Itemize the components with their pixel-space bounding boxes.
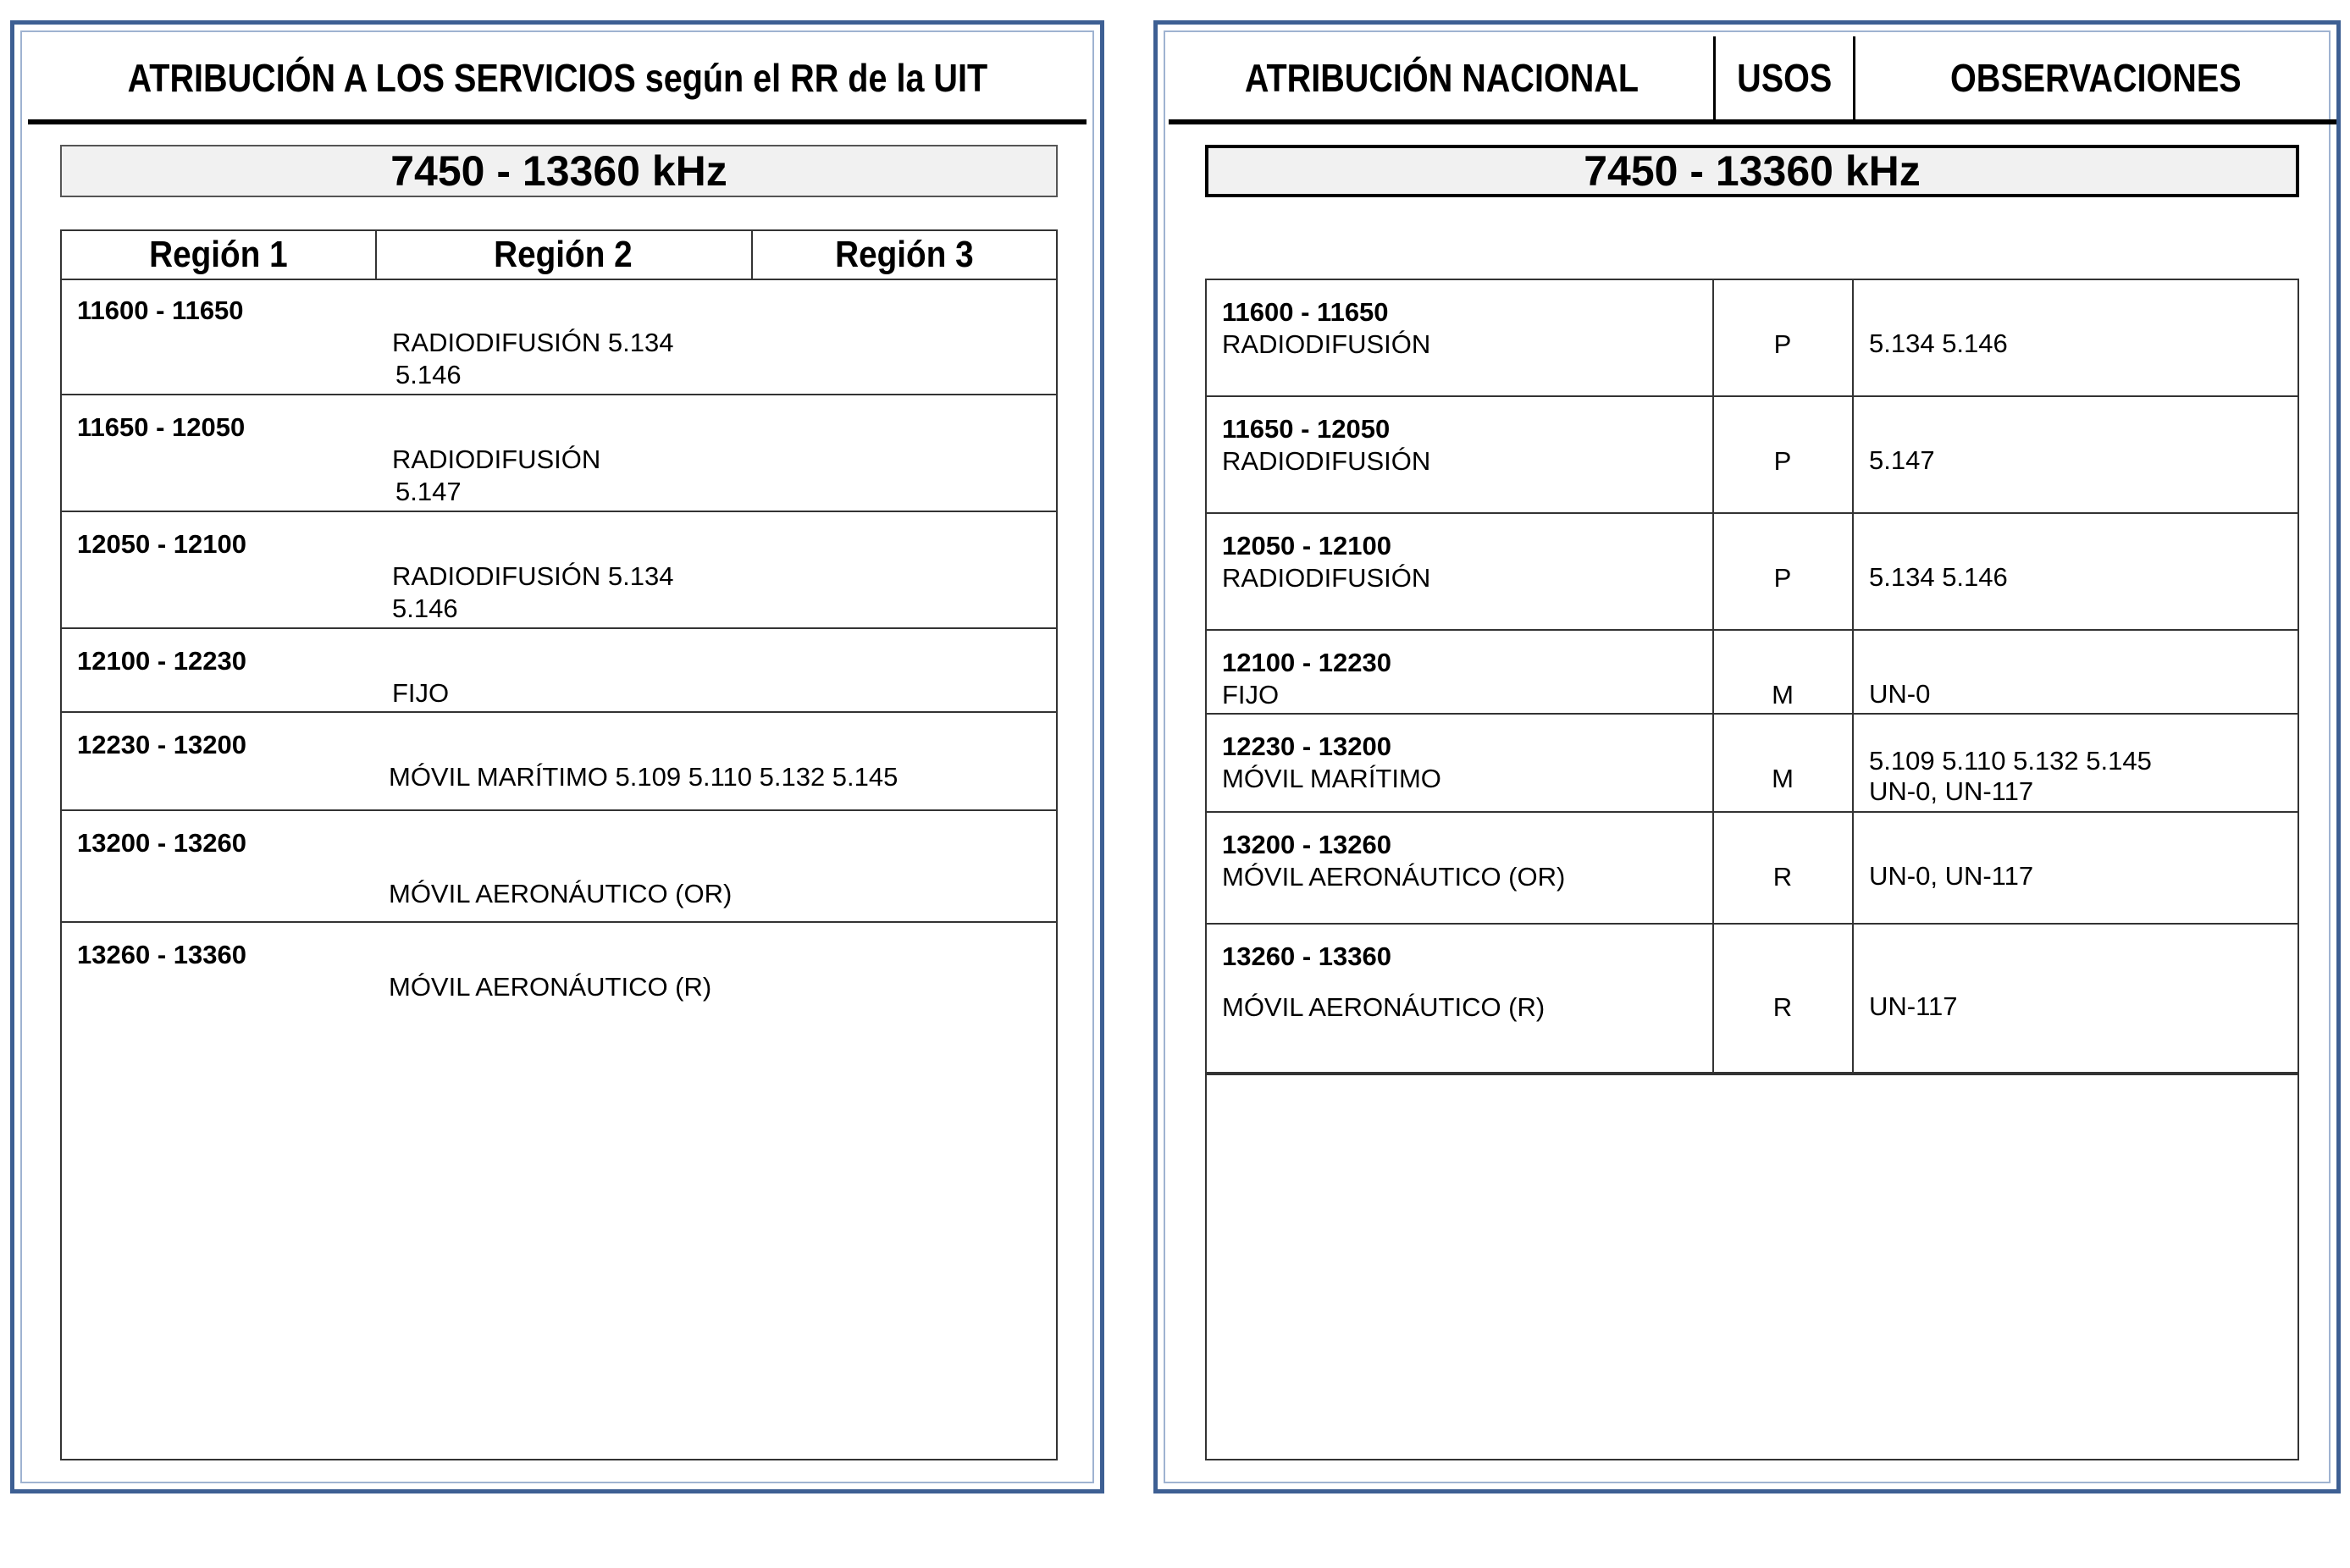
observation: UN-0, UN-117 [1869, 861, 2034, 891]
observation: UN-0 [1869, 679, 1931, 709]
usage-code: M [1772, 680, 1794, 709]
band-range: 13260 - 13360 [77, 940, 246, 969]
region-3-header: Región 3 [835, 234, 974, 275]
usage-code: M [1772, 764, 1794, 793]
band-range: 12230 - 13200 [1222, 732, 1391, 761]
national-header-title: ATRIBUCIÓN NACIONAL [1244, 56, 1639, 100]
band-range: 11600 - 11650 [77, 295, 244, 325]
band-service: RADIODIFUSIÓN [1222, 329, 1431, 359]
band-service: MÓVIL AERONÁUTICO (R) [389, 972, 712, 1002]
band-footnote: 5.146 [392, 594, 458, 623]
region-header-row [62, 231, 1056, 280]
band-footnote: 5.147 [395, 477, 462, 506]
itu-range-box: 7450 - 13360 kHz [60, 145, 1058, 197]
table-row [1207, 397, 2297, 514]
band-range: 13260 - 13360 [1222, 941, 1391, 971]
table-row [62, 923, 1056, 1072]
observation: UN-117 [1869, 991, 1958, 1021]
national-allocation-table [1205, 279, 2299, 1460]
band-range: 13200 - 13260 [77, 828, 246, 858]
observaciones-header: OBSERVACIONES [1949, 56, 2242, 100]
region-1-header: Región 1 [149, 234, 288, 275]
table-row [62, 811, 1056, 923]
observation: 5.147 [1869, 445, 1935, 475]
table-row [1207, 925, 2297, 1074]
national-range-box: 7450 - 13360 kHz [1205, 145, 2299, 197]
band-range: 13200 - 13260 [1222, 830, 1391, 859]
empty-table-area [1207, 1074, 2297, 1459]
table-row [62, 395, 1056, 512]
band-range: 11650 - 12050 [1222, 414, 1391, 444]
band-range: 12050 - 12100 [1222, 531, 1391, 560]
band-service: RADIODIFUSIÓN [392, 444, 601, 474]
itu-allocation-table [60, 229, 1058, 1460]
national-header [1169, 36, 2336, 124]
table-row [1207, 715, 2297, 813]
usage-code: P [1773, 563, 1792, 593]
usage-code: P [1773, 329, 1792, 359]
itu-header [28, 36, 1087, 124]
band-range: 12230 - 13200 [77, 730, 246, 759]
band-range: 12100 - 12230 [77, 646, 246, 676]
band-service: MÓVIL AERONÁUTICO (OR) [1222, 862, 1566, 892]
band-footnote: 5.146 [395, 360, 462, 389]
region-2-header: Región 2 [494, 234, 633, 275]
band-service: FIJO [392, 678, 450, 708]
itu-allocation-panel [10, 20, 1104, 1493]
table-row [1207, 631, 2297, 715]
band-range: 11650 - 12050 [77, 412, 246, 442]
observation-line-2: UN-0, UN-117 [1869, 776, 2034, 806]
itu-header-title: ATRIBUCIÓN A LOS SERVICIOS según el RR de la UIT [127, 56, 987, 100]
table-row [62, 279, 1056, 395]
usage-code: R [1772, 862, 1793, 892]
band-range: 12100 - 12230 [1222, 648, 1391, 677]
usage-code: P [1773, 446, 1792, 476]
national-allocation-panel [1153, 20, 2341, 1493]
band-service: FIJO [1222, 680, 1280, 709]
band-service: RADIODIFUSIÓN [1222, 446, 1431, 476]
table-row [62, 629, 1056, 713]
table-row [1207, 280, 2297, 397]
usage-code: R [1772, 992, 1793, 1022]
band-range: 12050 - 12100 [77, 529, 246, 559]
observation: 5.109 5.110 5.132 5.145 [1869, 746, 2152, 776]
band-service: MÓVIL MARÍTIMO 5.109 5.110 5.132 5.145 [389, 762, 899, 792]
observation: 5.134 5.146 [1869, 562, 2008, 592]
band-service: RADIODIFUSIÓN 5.134 [392, 561, 674, 591]
band-service: MÓVIL MARÍTIMO [1222, 764, 1441, 793]
band-service: RADIODIFUSIÓN 5.134 [392, 328, 674, 357]
table-row [62, 713, 1056, 811]
usos-header: USOS [1737, 56, 1833, 100]
table-row [1207, 813, 2297, 925]
band-range: 11600 - 11650 [1222, 297, 1389, 327]
table-row [1207, 514, 2297, 631]
observation: 5.134 5.146 [1869, 329, 2008, 358]
table-row [62, 512, 1056, 629]
band-service: MÓVIL AERONÁUTICO (R) [1222, 992, 1545, 1022]
band-service: RADIODIFUSIÓN [1222, 563, 1431, 593]
band-service: MÓVIL AERONÁUTICO (OR) [389, 879, 733, 908]
